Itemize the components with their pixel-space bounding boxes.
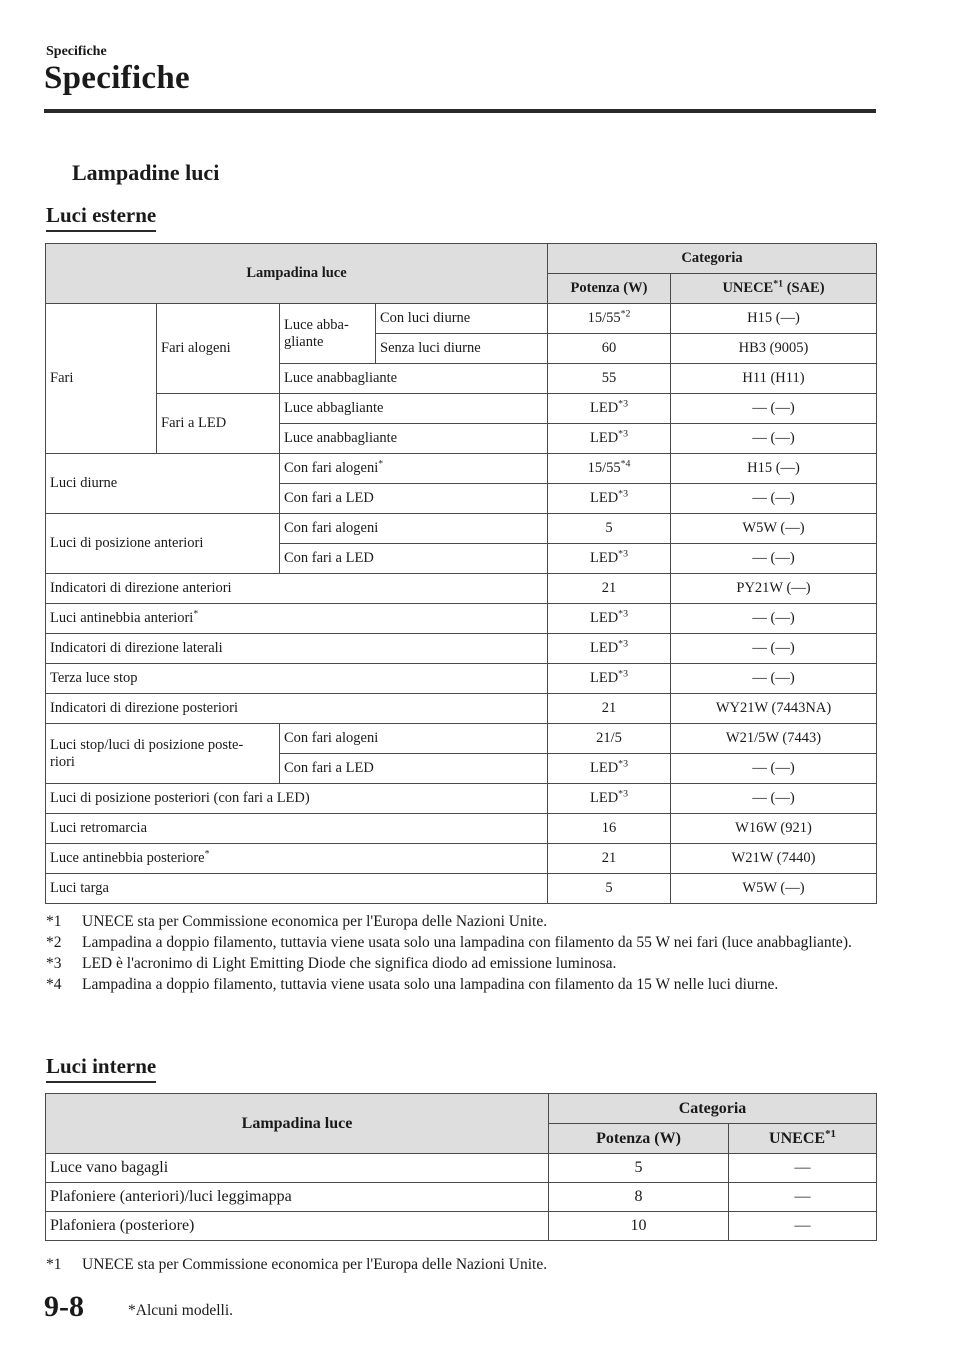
cell-unece: WY21W (7443NA) [671,694,877,724]
table-row [46,1212,877,1241]
table-row [46,454,877,484]
cell-unece: — (—) [671,664,877,694]
cell-ind-dir-ant: Indicatori di direzione anteriori [46,574,548,604]
table-row [46,844,877,874]
table-row [46,1183,877,1212]
cell-luci-stop: Luci stop/luci di posizione poste- riori [46,724,280,784]
cell-unece: W21/5W (7443) [671,724,877,754]
cell-fari: Fari [46,304,157,454]
header-category: Categoria [548,244,877,274]
interior-notes [46,1254,866,1275]
table-row [46,1154,877,1183]
cell-unece: W16W (921) [671,814,877,844]
cell-unece: H15 (—) [671,304,877,334]
table-header-row [46,244,877,274]
footer-note: *Alcuni modelli. [128,1302,234,1319]
cell-luci-pos-post: Luci di posizione posteriori (con fari a LED) [46,784,548,814]
cell-name: Plafoniera (posteriore) [46,1212,549,1241]
cell-unece: — [729,1212,877,1241]
section-title: Lampadine luci [72,160,220,185]
header-unece: UNECE$^{*1}$ (SAE) [671,274,877,304]
cell-fari-alogeni: Fari alogeni [157,304,280,394]
cell-unece: HB3 (9005) [671,334,877,364]
cell-watt: 21 [548,694,671,724]
cell-unece: — (—) [671,754,877,784]
cell-unece: — (—) [671,544,877,574]
cell-con-fari-alogeni: Con fari alogeni* [280,454,548,484]
cell-watt: LED$^{*3}$ [548,664,671,694]
table-row [46,574,877,604]
cell-luce-abbagliante: Luce abbagliante [280,394,548,424]
cell-fari-led: Fari a LED [157,394,280,454]
cell-unece: W21W (7440) [671,844,877,874]
cell-unece: — (—) [671,394,877,424]
cell-con-fari-led: Con fari a LED [280,484,548,514]
exterior-notes [46,911,866,995]
cell-watt: LED$^{*3}$ [548,544,671,574]
table-row [46,724,877,754]
cell-senza-luci-diurne: Senza luci diurne [376,334,548,364]
cell-luci-pos-ant: Luci di posizione anteriori [46,514,280,574]
cell-watt: 15/55$^{*2}$ [548,304,671,334]
cell-watt: LED$^{*3}$ [548,424,671,454]
table-row [46,304,877,334]
page-number: 9-8 [44,1290,84,1323]
cell-luci-antinebbia-ant: Luci antinebbia anteriori* [46,604,548,634]
cell-name: Plafoniere (anteriori)/luci leggimappa [46,1183,549,1212]
note-item: *2 Lampadina a doppio filamento, tuttavia viene usata solo una lampadina con filamento da 55 W nei fari (luce anabbagliante). [46,934,852,951]
cell-luce-anabbagliante: Luce anabbagliante [280,364,548,394]
cell-luce-antinebbia-post: Luce antinebbia posteriore* [46,844,548,874]
table-header-row [46,1094,877,1124]
cell-unece: H15 (—) [671,454,877,484]
cell-ind-dir-post: Indicatori di direzione posteriori [46,694,548,724]
cell-watt: 60 [548,334,671,364]
cell-watt: 5 [549,1154,729,1183]
cell-luci-retro: Luci retromarcia [46,814,548,844]
cell-watt: 16 [548,814,671,844]
running-header: Specifiche [46,44,107,59]
cell-ind-dir-lat: Indicatori di direzione laterali [46,634,548,664]
subsection-title-exterior: Luci esterne [46,203,156,232]
table-row [46,664,877,694]
exterior-bulb-table [45,243,877,904]
table-row [46,814,877,844]
cell-con-fari-alogeni: Con fari alogeni [280,724,548,754]
cell-watt: 21 [548,844,671,874]
cell-terza-luce: Terza luce stop [46,664,548,694]
cell-watt: 8 [549,1183,729,1212]
cell-watt: LED$^{*3}$ [548,784,671,814]
cell-unece: PY21W (—) [671,574,877,604]
table-row [46,514,877,544]
note-item: *1 UNECE sta per Commissione economica per l'Europa delle Nazioni Unite. [46,913,548,930]
subsection-title-interior: Luci interne [46,1054,156,1083]
cell-watt: 21 [548,574,671,604]
cell-watt: LED$^{*3}$ [548,394,671,424]
cell-con-fari-alogeni: Con fari alogeni [280,514,548,544]
table-row [46,874,877,904]
cell-unece: W5W (—) [671,514,877,544]
cell-unece: H11 (H11) [671,364,877,394]
header-category: Categoria [549,1094,877,1124]
cell-unece: — [729,1154,877,1183]
interior-bulb-table [45,1093,877,1241]
table-row [46,604,877,634]
table-row [46,634,877,664]
cell-unece: — (—) [671,484,877,514]
cell-watt: LED$^{*3}$ [548,484,671,514]
cell-watt: 21/5 [548,724,671,754]
cell-luce-anabbagliante: Luce anabbagliante [280,424,548,454]
header-unece: UNECE$^{*1}$ [729,1124,877,1154]
cell-luci-targa: Luci targa [46,874,548,904]
note-item: *4 Lampadina a doppio filamento, tuttavia viene usata solo una lampadina con filamento da 15 W nelle luci diurne. [46,976,779,993]
header-watt: Potenza (W) [548,274,671,304]
cell-unece: — (—) [671,604,877,634]
cell-watt: 10 [549,1212,729,1241]
cell-con-fari-led: Con fari a LED [280,544,548,574]
table-row [46,694,877,724]
cell-unece: W5W (—) [671,874,877,904]
cell-unece: — (—) [671,784,877,814]
cell-luci-diurne: Luci diurne [46,454,280,514]
table-row [46,394,877,424]
cell-con-luci-diurne: Con luci diurne [376,304,548,334]
cell-luce-abbagliante: Luce abba- gliante [280,304,376,364]
cell-unece: — [729,1183,877,1212]
note-item: *3 LED è l'acronimo di Light Emitting Diode che significa diodo ad emissione luminosa. [46,955,617,972]
cell-con-fari-led: Con fari a LED [280,754,548,784]
header-bulb: Lampadina luce [46,244,548,304]
cell-watt: LED$^{*3}$ [548,754,671,784]
cell-unece: — (—) [671,634,877,664]
header-rule [44,109,876,113]
cell-watt: LED$^{*3}$ [548,604,671,634]
cell-watt: LED$^{*3}$ [548,634,671,664]
header-bulb: Lampadina luce [46,1094,549,1154]
cell-watt: 5 [548,874,671,904]
cell-watt: 55 [548,364,671,394]
cell-unece: — (—) [671,424,877,454]
cell-watt: 5 [548,514,671,544]
table-row [46,784,877,814]
cell-name: Luce vano bagagli [46,1154,549,1183]
note-item: *1 UNECE sta per Commissione economica per l'Europa delle Nazioni Unite. [46,1256,548,1273]
header-watt: Potenza (W) [549,1124,729,1154]
cell-watt: 15/55$^{*4}$ [548,454,671,484]
chapter-title: Specifiche [44,60,190,96]
